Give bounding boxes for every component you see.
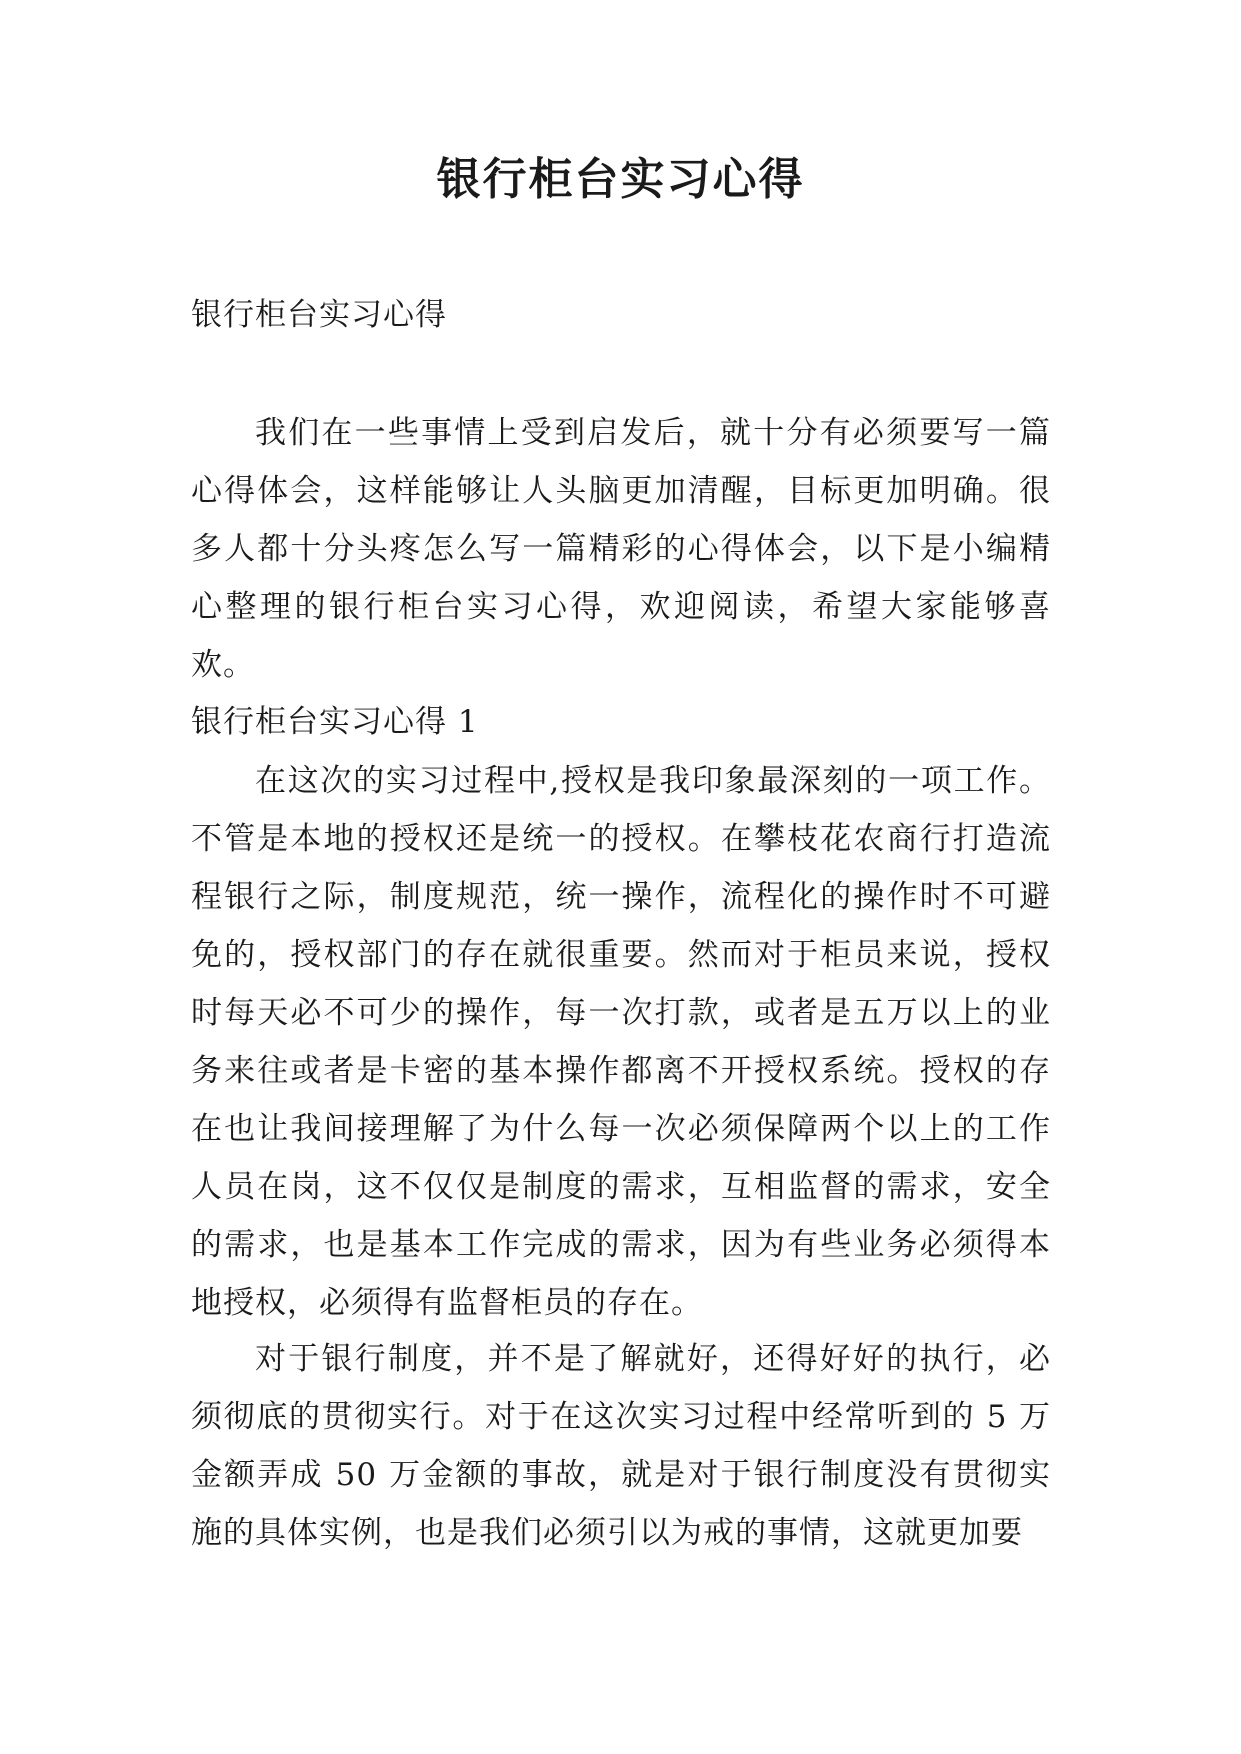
section-paragraph: 在这次的实习过程中,授权是我印象最深刻的一项工作。不管是本地的授权还是统一的授权。在攀枝花农商行打造流程银行之际，制度规范，统一操作，流程化的操作时不可避免的，授权部门的存在就很重要。然而对于柜员来说，授权时每天必不可少的操作，每一次打款，或者是五万以上的业务来往或者是卡密的基本操作都离不开授权系统。授权的存在也让我间接理解了为什么每一次必须保障两个以上的工作人员在岗，这不仅仅是制度的需求，互相监督的需求，安全的需求，也是基本工作完成的需求，因为有些业务必须得本地授权，必须得有监督柜员的存在。 [191, 763, 1051, 1321]
section-paragraph: 对于银行制度，并不是了解就好，还得好好的执行，必须彻底的贯彻实行。对于在这次实习过程中经常听到的 5 万金额弄成 50 万金额的事故，就是对于银行制度没有贯彻实施的具体实例，也是我们必须引以为戒的事情，这就更加要 [191, 1341, 1051, 1551]
document-subtitle: 银行柜台实习心得 [191, 297, 447, 333]
section-heading: 银行柜台实习心得 1 [191, 704, 479, 740]
intro-paragraph: 我们在一些事情上受到启发后，就十分有必须要写一篇心得体会，这样能够让人头脑更加清醒，目标更加明确。很多人都十分头疼怎么写一篇精彩的心得体会，以下是小编精心整理的银行柜台实习心得，欢迎阅读，希望大家能够喜欢。 [191, 415, 1051, 683]
document-title: 银行柜台实习心得 [436, 154, 805, 205]
